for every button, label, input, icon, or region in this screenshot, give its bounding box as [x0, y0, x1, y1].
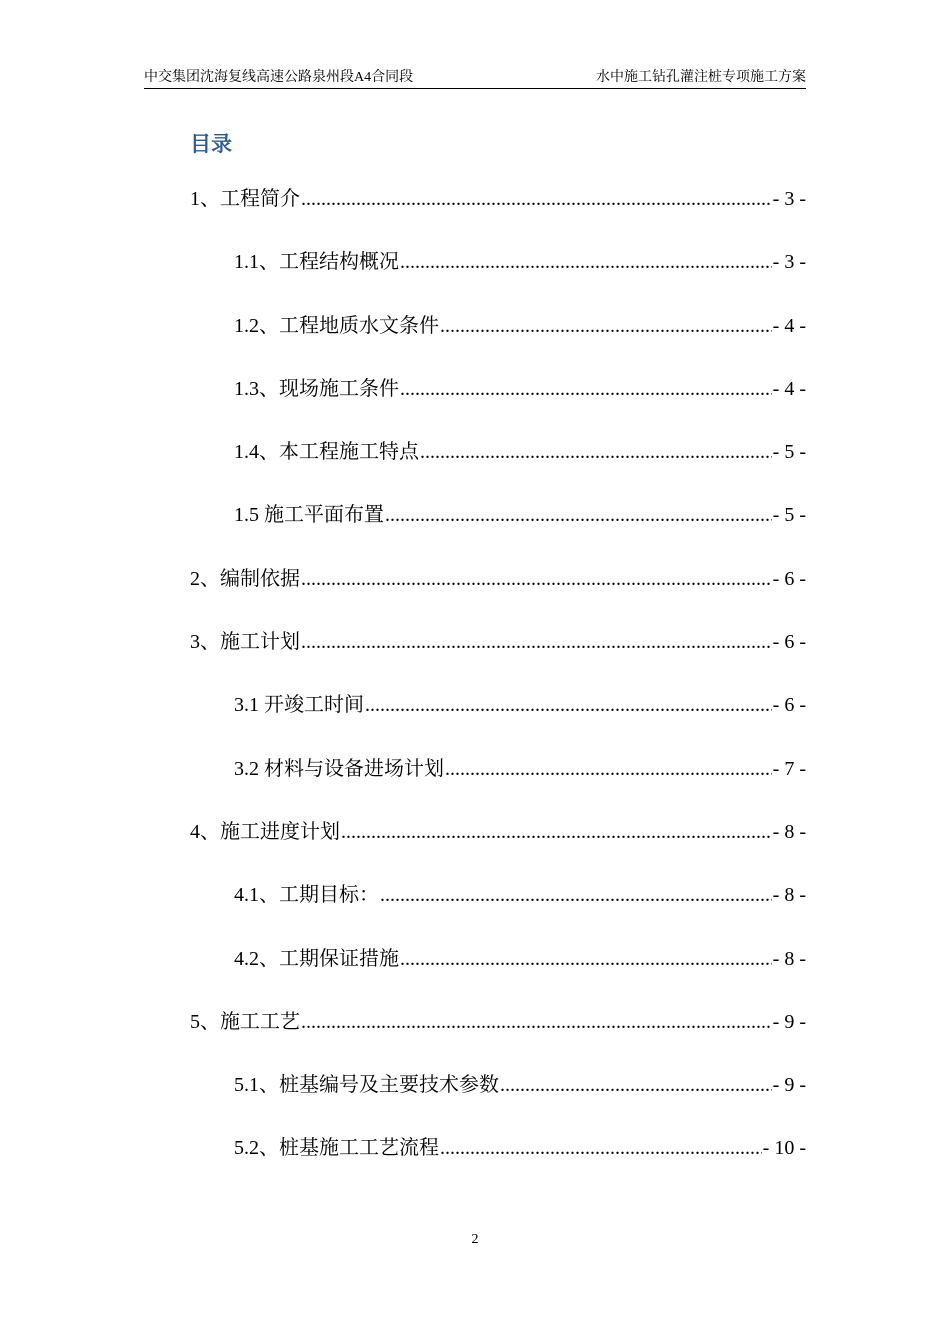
- toc-entry-page: - 9 -: [772, 1010, 806, 1033]
- toc-entry-label: 3.1 开竣工时间: [234, 694, 364, 717]
- toc-entry[interactable]: [190, 1058, 806, 1121]
- toc-entry-label: 5.2、桩基施工工艺流程: [234, 1137, 439, 1160]
- toc-entry-label: 4.2、工期保证措施: [234, 947, 399, 970]
- toc-entry-page: - 9 -: [772, 1074, 806, 1097]
- toc-leader-dots: [440, 1137, 762, 1160]
- toc-entry-page: - 6 -: [772, 631, 806, 654]
- toc-leader-dots: [301, 631, 772, 654]
- toc-entry-page: - 10 -: [762, 1137, 806, 1160]
- toc-leader-dots: [400, 251, 772, 274]
- toc-entry[interactable]: [190, 488, 806, 551]
- toc-leader-dots: [301, 1011, 772, 1034]
- toc-entry-page: - 5 -: [772, 504, 806, 527]
- toc-entry[interactable]: [190, 932, 806, 995]
- toc-entry-page: - 6 -: [772, 694, 806, 717]
- toc-leader-dots: [445, 758, 772, 781]
- toc-entry-label: 1、工程简介: [190, 188, 300, 210]
- toc-entry-label: 3、施工计划: [190, 631, 300, 654]
- toc-entry[interactable]: [190, 552, 806, 615]
- toc-entry[interactable]: [190, 425, 806, 488]
- toc-entry-label: 4、施工进度计划: [190, 820, 340, 843]
- toc-leader-dots: [385, 504, 772, 527]
- toc-leader-dots: [301, 188, 772, 211]
- toc-entry-page: - 4 -: [772, 314, 806, 337]
- toc-entry[interactable]: [190, 362, 806, 425]
- toc-entry-label: 5.1、桩基编号及主要技术参数: [234, 1074, 499, 1097]
- header-project-name: 中交集团沈海复线高速公路泉州段A4合同段: [144, 70, 414, 85]
- toc-entry-page: - 3 -: [772, 251, 806, 274]
- page-number: 2: [471, 1232, 479, 1247]
- toc-entry[interactable]: [190, 805, 806, 868]
- toc-leader-dots: [365, 694, 772, 717]
- toc-leader-dots: [420, 441, 772, 464]
- toc-entry-page: - 6 -: [772, 567, 806, 590]
- page-header: [144, 66, 806, 89]
- toc-entry[interactable]: [190, 1121, 806, 1184]
- toc-entry-page: - 5 -: [772, 441, 806, 464]
- toc-entry-label: 2、编制依据: [190, 567, 300, 590]
- toc-entry[interactable]: [190, 995, 806, 1058]
- toc-entry[interactable]: [190, 235, 806, 298]
- toc-entry-label: 1.2、工程地质水文条件: [234, 314, 439, 337]
- toc-entry-label: 3.2 材料与设备进场计划: [234, 757, 444, 780]
- toc-leader-dots: [400, 378, 772, 401]
- toc-entry[interactable]: [190, 868, 806, 931]
- table-of-contents: [190, 172, 806, 1185]
- toc-entry[interactable]: [190, 678, 806, 741]
- header-document-title: 水中施工钻孔灌注桩专项施工方案: [596, 70, 806, 85]
- toc-title: 目录: [190, 132, 232, 156]
- toc-entry-label: 1.3、现场施工条件: [234, 377, 399, 400]
- toc-entry-page: - 8 -: [772, 884, 806, 907]
- toc-entry-page: - 3 -: [772, 188, 806, 210]
- toc-leader-dots: [341, 821, 772, 844]
- toc-entry-label: 5、施工工艺: [190, 1010, 300, 1033]
- toc-entry-page: - 4 -: [772, 377, 806, 400]
- toc-entry-label: 1.1、工程结构概况: [234, 251, 399, 274]
- toc-leader-dots: [500, 1074, 772, 1097]
- toc-leader-dots: [301, 568, 772, 591]
- toc-entry-page: - 7 -: [772, 757, 806, 780]
- toc-entry-label: 1.5 施工平面布置: [234, 504, 384, 527]
- toc-entry-label: 1.4、本工程施工特点: [234, 441, 419, 464]
- toc-entry[interactable]: [190, 172, 806, 235]
- toc-entry[interactable]: [190, 742, 806, 805]
- toc-leader-dots: [400, 948, 772, 971]
- toc-entry[interactable]: [190, 299, 806, 362]
- toc-leader-dots: [440, 315, 772, 338]
- toc-entry-page: - 8 -: [772, 820, 806, 843]
- toc-leader-dots: [380, 884, 772, 907]
- toc-entry-label: 4.1、工期目标：: [234, 884, 379, 907]
- toc-entry-page: - 8 -: [772, 947, 806, 970]
- toc-entry[interactable]: [190, 615, 806, 678]
